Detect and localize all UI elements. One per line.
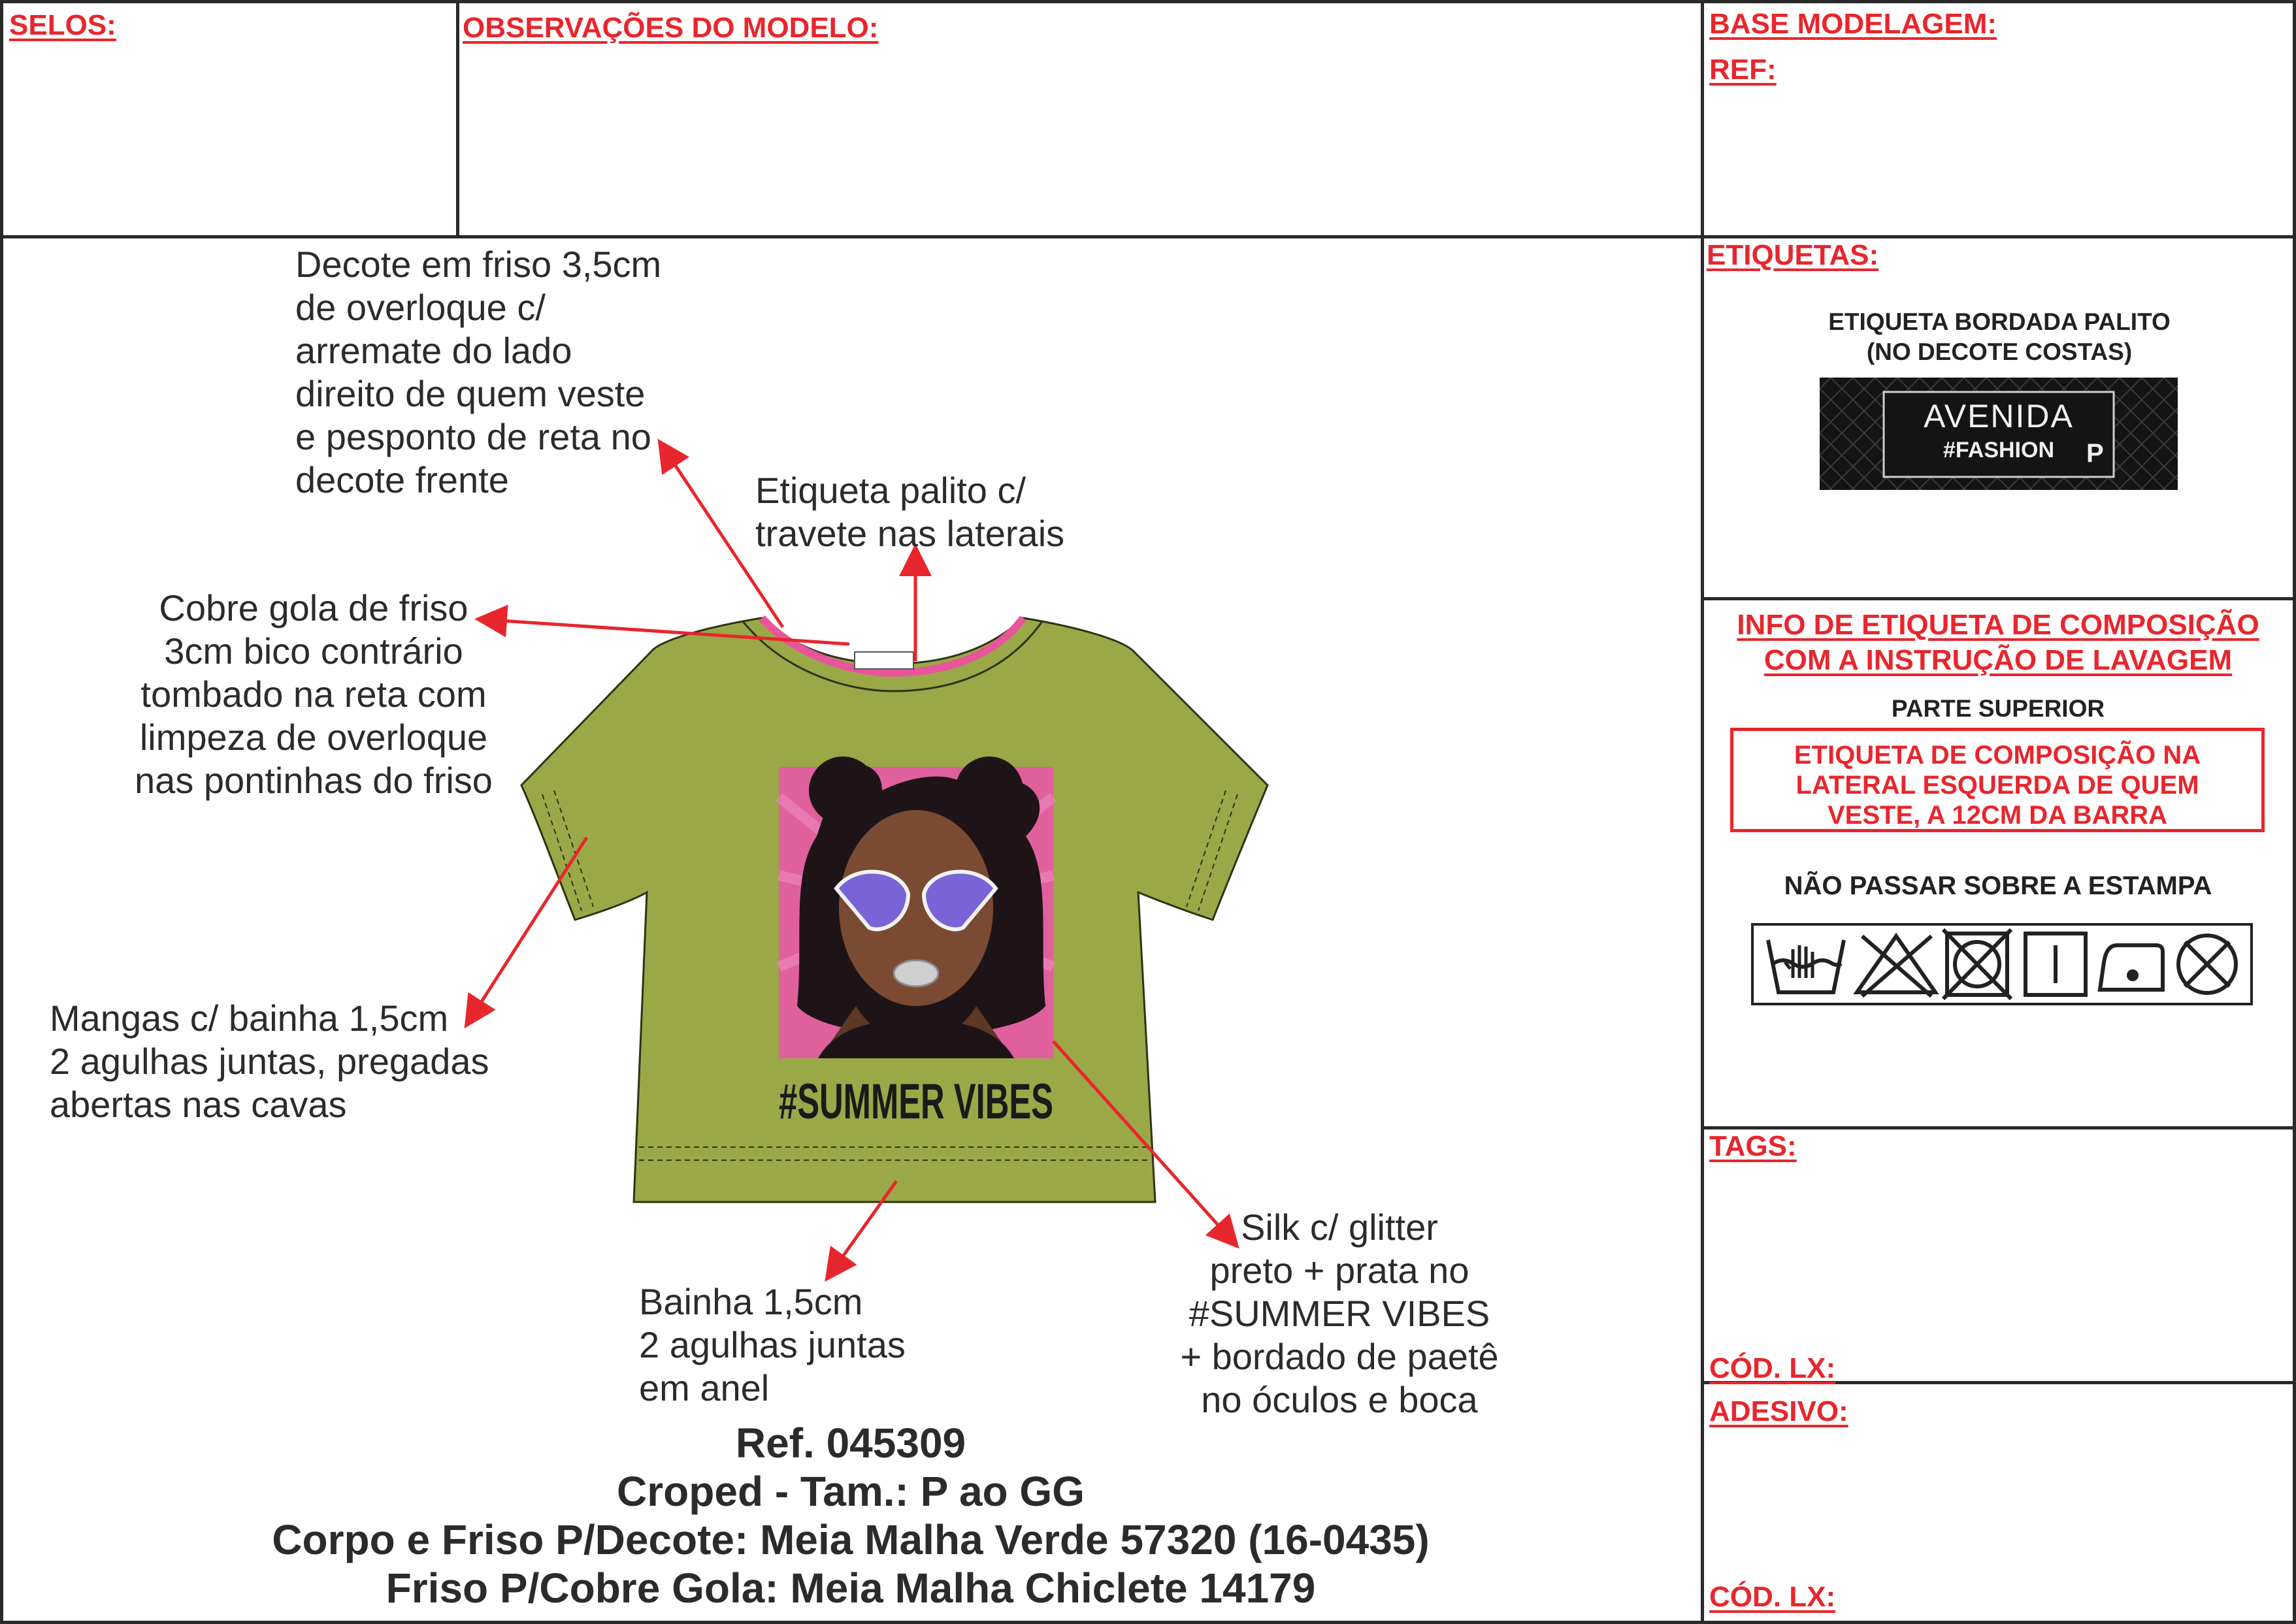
note-mangas: Mangas c/ bainha 1,5cm 2 agulhas juntas, pregadas abertas nas cavas <box>50 998 489 1125</box>
label-brand-name: AVENIDA <box>1924 398 2074 434</box>
model-friso-fabric: Friso P/Cobre Gola: Meia Malha Chiclete 14179 <box>385 1565 1316 1612</box>
label-brand-tag: #FASHION <box>1943 438 2055 463</box>
cod-lx-header-1: CÓD. LX: <box>1709 1352 1836 1384</box>
iron-low-icon <box>2100 945 2163 990</box>
woven-label <box>1820 378 2178 490</box>
note-decote: Decote em friso 3,5cm de overloque c/ arremate do lado direito de quem veste e pesponto de reta no decote frente <box>295 244 662 500</box>
composition-part: PARTE SUPERIOR <box>1891 695 2105 722</box>
no-dry-clean-icon <box>2178 935 2236 993</box>
arrow-mangas <box>468 837 587 1023</box>
composition-box <box>1730 728 2265 832</box>
composition-warning: NÃO PASSAR SOBRE A ESTAMPA <box>1784 871 2212 900</box>
model-description: Croped - Tam.: P ao GG <box>617 1468 1085 1515</box>
etiquetas-header: ETIQUETAS: <box>1707 239 1879 271</box>
base-modelagem-header: BASE MODELAGEM: <box>1709 8 1997 40</box>
adesivo-header: ADESIVO: <box>1709 1395 1848 1427</box>
note-bainha: Bainha 1,5cm 2 agulhas juntas em anel <box>639 1281 906 1408</box>
model-corpo-fabric: Corpo e Friso P/Decote: Meia Malha Verde 57320 (16-0435) <box>272 1516 1430 1563</box>
hand-wash-icon <box>1768 940 1844 992</box>
line-dry-icon <box>2025 934 2086 995</box>
note-silk: Silk c/ glitter preto + prata no #SUMMER VIBES + bordado de paetê no óculos e boca <box>1180 1207 1499 1420</box>
observacoes-header: OBSERVAÇÕES DO MODELO: <box>463 12 879 44</box>
care-label-box <box>1751 923 2253 1005</box>
composition-title: INFO DE ETIQUETA DE COMPOSIÇÃO COM A INSTRUÇÃO DE LAVAGEM <box>1737 609 2259 676</box>
label-size: P <box>2086 439 2104 468</box>
model-info <box>0 1419 1701 1612</box>
print-title: #SUMMER VIBES <box>779 1074 1053 1129</box>
ref-header: REF: <box>1709 54 1777 86</box>
arrow-cobre-gola <box>481 619 849 644</box>
cod-lx-header-2: CÓD. LX: <box>1709 1581 1836 1613</box>
selos-header: SELOS: <box>9 9 116 41</box>
note-etiqueta-palito: Etiqueta palito c/ travete nas laterais <box>755 470 1065 554</box>
arrow-bainha <box>828 1181 896 1276</box>
no-tumble-dry-icon <box>1943 930 2011 999</box>
model-ref: Ref. 045309 <box>735 1420 966 1467</box>
note-cobre-gola: Cobre gola de friso 3cm bico contrário tombado na reta com limpeza de overloque nas pontinhas do friso <box>135 587 493 801</box>
tags-header: TAGS: <box>1709 1130 1797 1162</box>
divider-etiquetas <box>1702 597 2296 600</box>
divider-tags <box>1702 1126 2296 1129</box>
no-bleach-icon <box>1857 936 1935 996</box>
composition-box-text: ETIQUETA DE COMPOSIÇÃO NA LATERAL ESQUERDA DE QUEM VESTE, A 12CM DA BARRA <box>1794 741 2201 830</box>
label-title: ETIQUETA BORDADA PALITO (NO DECOTE COSTAS) <box>1828 308 2171 365</box>
